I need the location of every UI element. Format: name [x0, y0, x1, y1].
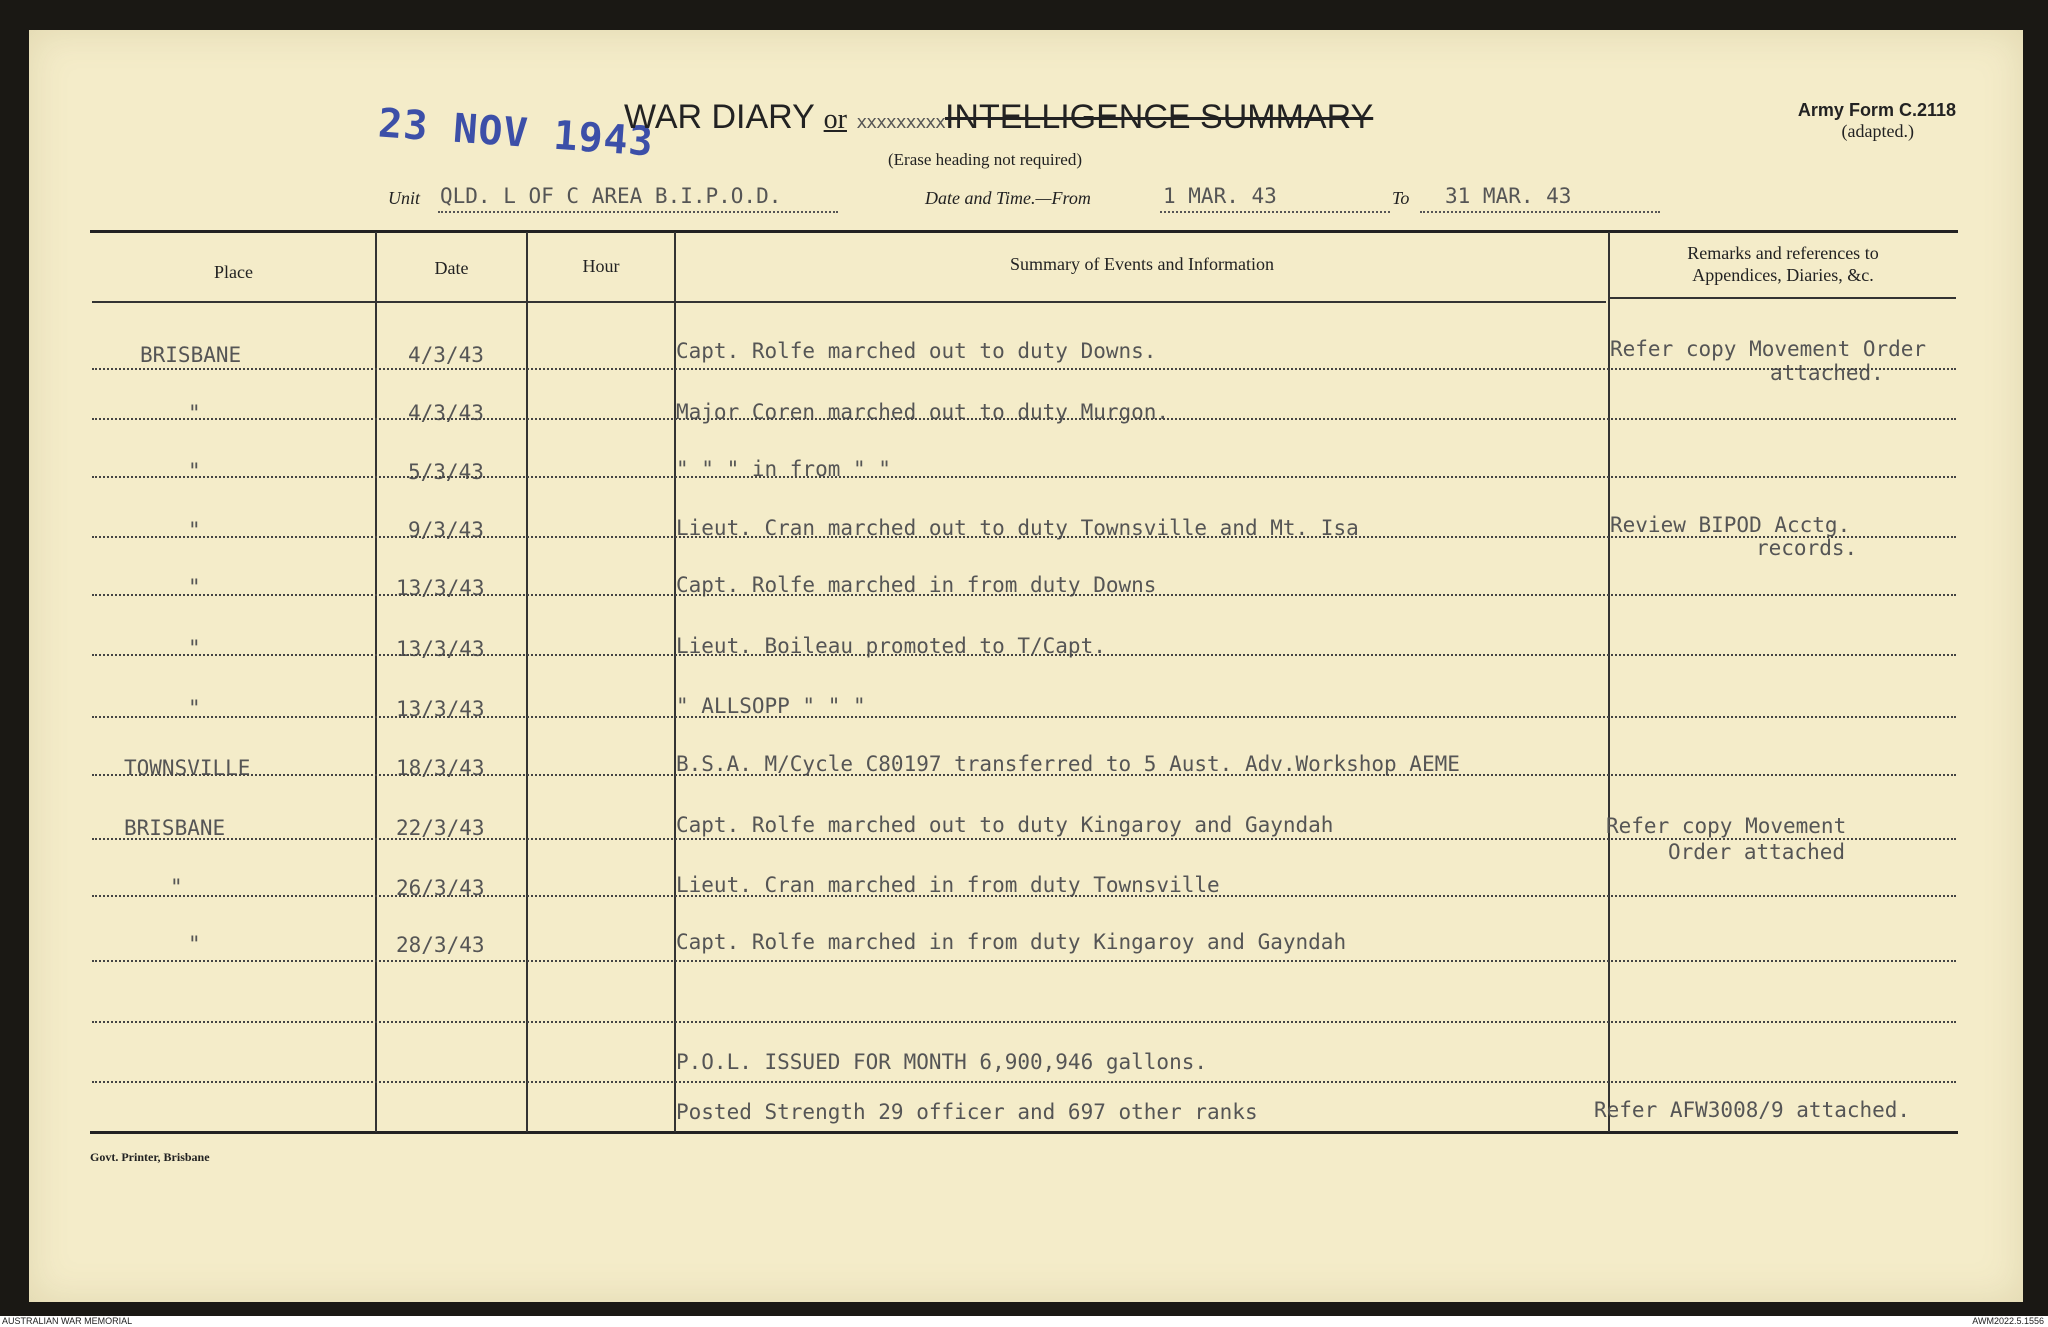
row-place: BRISBANE	[140, 343, 242, 367]
row-summary: Capt. Rolfe marched out to duty Kingaroy and Gayndah	[676, 813, 1334, 837]
col-header-remarks-line1: Remarks and references to	[1687, 243, 1879, 263]
row-remarks: Refer AFW3008/9 attached.	[1594, 1098, 1911, 1122]
date-stamp: 23 NOV 1943	[376, 100, 656, 166]
row-remarks-line2: Order attached	[1668, 840, 1846, 864]
army-form-id	[1798, 100, 1956, 142]
row-date: 5/3/43	[408, 460, 484, 484]
archive-reference: AWM2022.5.1556	[1972, 1316, 2044, 1326]
row-summary: Lieut. Cran marched out to duty Townsville and Mt. Isa	[676, 516, 1359, 540]
unit-value: QLD. L OF C AREA B.I.P.O.D.	[440, 184, 782, 208]
row-place: "	[188, 518, 201, 542]
header-rule-right	[1610, 297, 1956, 299]
row-rule	[92, 895, 1956, 897]
unit-label: Unit	[388, 188, 421, 208]
row-date: 18/3/43	[396, 756, 485, 780]
col-header-place: Place	[214, 262, 253, 282]
row-remarks: Review BIPOD Acctg.	[1610, 513, 1851, 537]
row-rule	[92, 774, 1956, 776]
to-dotline	[1420, 211, 1660, 213]
row-rule	[92, 594, 1956, 596]
col-divider-place	[375, 232, 377, 1132]
erase-note: (Erase heading not required)	[888, 150, 1082, 169]
row-rule	[92, 1021, 1956, 1023]
row-date: 26/3/43	[396, 876, 485, 900]
row-date: 22/3/43	[396, 816, 485, 840]
row-remarks-line2: records.	[1756, 536, 1858, 560]
header-rule-left	[92, 301, 1606, 303]
row-remarks-line2: attached.	[1770, 361, 1884, 385]
from-date-value: 1 MAR. 43	[1163, 184, 1277, 208]
row-summary: P.O.L. ISSUED FOR MONTH 6,900,946 gallons.	[676, 1050, 1208, 1074]
row-rule	[92, 368, 1956, 370]
col-header-summary: Summary of Events and Information	[1010, 254, 1274, 274]
row-rule	[92, 960, 1956, 962]
to-date-value: 31 MAR. 43	[1445, 184, 1572, 208]
row-summary: Lieut. Boileau promoted to T/Capt.	[676, 634, 1106, 658]
row-place: "	[170, 875, 183, 899]
title-war-diary: WAR DIARY	[624, 98, 815, 136]
col-divider-summary	[1608, 232, 1610, 1132]
row-place: TOWNSVILLE	[124, 756, 251, 780]
row-rule	[92, 1081, 1956, 1083]
printer-credit: Govt. Printer, Brisbane	[90, 1150, 210, 1164]
row-place: "	[188, 575, 201, 599]
row-date: 13/3/43	[396, 697, 485, 721]
row-summary: Posted Strength 29 officer and 697 other ranks	[676, 1100, 1258, 1124]
row-summary: Major Coren marched out to duty Murgon.	[676, 400, 1170, 424]
army-form-number: Army Form C.2118	[1797, 100, 1956, 120]
army-form-adapted: (adapted.)	[1841, 121, 1914, 141]
row-summary: " " " in from " "	[676, 457, 891, 481]
title-strikeout-x: xxxxxxxxx	[856, 112, 945, 133]
archive-footer	[0, 1316, 2048, 1327]
row-rule	[92, 716, 1956, 718]
title-intelligence-summary: INTELLIGENCE SUMMARY	[944, 98, 1374, 136]
row-date: 4/3/43	[408, 401, 484, 425]
col-divider-date	[526, 232, 528, 1132]
title-or: or	[823, 104, 847, 135]
col-divider-hour	[674, 232, 676, 1132]
row-summary: B.S.A. M/Cycle C80197 transferred to 5 Aust. Adv.Workshop AEME	[676, 752, 1460, 776]
table-top-rule	[90, 230, 1958, 233]
row-place: "	[188, 696, 201, 720]
row-date: 9/3/43	[408, 518, 484, 542]
row-summary: Capt. Rolfe marched out to duty Downs.	[676, 339, 1157, 363]
unit-dotline	[438, 211, 838, 213]
row-date: 13/3/43	[396, 637, 485, 661]
row-date: 13/3/43	[396, 576, 485, 600]
date-time-label: Date and Time.—From	[925, 188, 1091, 208]
row-place: "	[188, 932, 201, 956]
form-title	[624, 98, 1373, 137]
row-summary: Capt. Rolfe marched in from duty Kingaroy and Gayndah	[676, 930, 1347, 954]
row-place: "	[188, 401, 201, 425]
row-date: 28/3/43	[396, 933, 485, 957]
row-remarks: Refer copy Movement	[1606, 814, 1847, 838]
row-rule	[92, 838, 1956, 840]
table-bottom-rule	[90, 1131, 1958, 1134]
row-rule	[92, 536, 1956, 538]
col-header-hour: Hour	[582, 256, 620, 276]
row-rule	[92, 476, 1956, 478]
col-header-remarks	[1610, 242, 1956, 286]
archive-name: AUSTRALIAN WAR MEMORIAL	[2, 1316, 133, 1326]
row-place: "	[188, 636, 201, 660]
row-summary: Capt. Rolfe marched in from duty Downs	[676, 573, 1157, 597]
row-rule	[92, 418, 1956, 420]
row-place: "	[188, 459, 201, 483]
row-date: 4/3/43	[408, 343, 484, 367]
row-remarks: Refer copy Movement Order	[1610, 337, 1927, 361]
from-dotline	[1160, 211, 1390, 213]
row-summary: Lieut. Cran marched in from duty Townsville	[676, 873, 1220, 897]
col-header-remarks-line2: Appendices, Diaries, &c.	[1692, 265, 1874, 285]
to-label: To	[1392, 188, 1410, 208]
row-rule	[92, 654, 1956, 656]
row-place: BRISBANE	[124, 816, 226, 840]
row-summary: " ALLSOPP " " "	[676, 694, 866, 718]
col-header-date: Date	[434, 258, 469, 278]
